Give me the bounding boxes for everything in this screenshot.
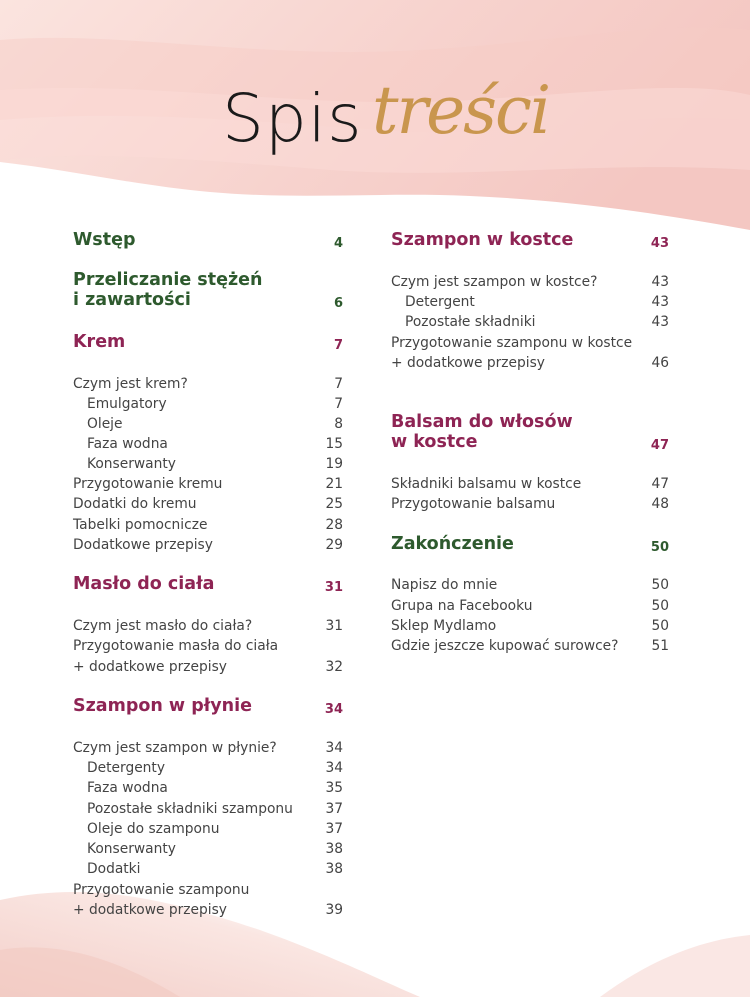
toc-page-number: 38: [325, 841, 343, 857]
toc-page-number: 32: [325, 659, 343, 675]
toc-page-number: 37: [325, 821, 343, 837]
toc-entry-title: + dodatkowe przepisy: [391, 355, 545, 371]
toc-item[interactable]: [391, 474, 669, 494]
toc-page-number: 37: [325, 801, 343, 817]
toc-page-number: 21: [325, 476, 343, 492]
toc-page-number: 50: [651, 598, 669, 614]
toc-page-number: 35: [325, 780, 343, 796]
toc-subitem[interactable]: [73, 434, 343, 454]
toc-page-number: 43: [651, 294, 669, 310]
toc-entry-title: Przygotowanie szamponu: [73, 882, 250, 898]
toc-entry-title: Czym jest szampon w kostce?: [391, 274, 598, 290]
toc-item[interactable]: [73, 616, 343, 636]
toc-subitem[interactable]: [73, 819, 343, 839]
toc-subitem[interactable]: [391, 292, 669, 312]
toc-entry-title: Oleje: [87, 416, 123, 432]
toc-item[interactable]: [73, 880, 343, 900]
toc-page-number: 8: [334, 416, 343, 432]
toc-item[interactable]: [73, 535, 343, 555]
toc-item[interactable]: [73, 657, 343, 677]
toc-item[interactable]: [391, 596, 669, 616]
toc-page-number: 7: [334, 376, 343, 392]
toc-page-number: 19: [325, 456, 343, 472]
toc-entry-title: Faza wodna: [87, 436, 168, 452]
toc-item[interactable]: [391, 333, 669, 353]
toc-subitem[interactable]: [73, 758, 343, 778]
toc-entry-title: Czym jest szampon w płynie?: [73, 740, 277, 756]
toc-item[interactable]: [391, 616, 669, 636]
toc-entry-title: Sklep Mydlamo: [391, 618, 497, 634]
toc-entry-title: Pozostałe składniki: [405, 314, 536, 330]
toc-page-number: 43: [651, 314, 669, 330]
toc-page-number: 34: [324, 702, 343, 717]
toc-item[interactable]: [391, 575, 669, 595]
toc-entry-title: Czym jest masło do ciała?: [73, 618, 253, 634]
toc-subitem[interactable]: [73, 778, 343, 798]
toc-item[interactable]: [391, 272, 669, 292]
toc-subitem[interactable]: [73, 414, 343, 434]
toc-page-number: 7: [334, 396, 343, 412]
toc-page-number: 51: [651, 638, 669, 654]
toc-subitem[interactable]: [73, 454, 343, 474]
toc-page-number: 38: [325, 861, 343, 877]
toc-item[interactable]: [73, 636, 343, 656]
toc-entry-title: Przygotowanie szamponu w kostce: [391, 335, 633, 351]
toc-entry-title: Przygotowanie masła do ciała: [73, 638, 279, 654]
toc-page-number: 43: [651, 274, 669, 290]
toc-page-number: 43: [650, 236, 669, 251]
toc-entry-title: Dodatki do kremu: [73, 496, 197, 512]
toc-subitem[interactable]: [73, 839, 343, 859]
toc-item[interactable]: [73, 900, 343, 920]
toc-page-number: 15: [325, 436, 343, 452]
toc-item[interactable]: [73, 738, 343, 758]
toc-subitem[interactable]: [73, 859, 343, 879]
toc-item[interactable]: [391, 636, 669, 656]
toc-entry-title: Grupa na Facebooku: [391, 598, 533, 614]
toc-page-number: 50: [650, 540, 669, 555]
toc-entry-title: Przygotowanie kremu: [73, 476, 223, 492]
toc-subitem[interactable]: [73, 394, 343, 414]
toc-page-number: 47: [650, 438, 669, 453]
toc-entry-title: Detergenty: [87, 760, 166, 776]
toc-page-number: 48: [651, 496, 669, 512]
toc-page-number: 39: [325, 902, 343, 918]
toc-entry-title: Wstęp: [73, 230, 136, 250]
toc-item[interactable]: [73, 474, 343, 494]
toc-item[interactable]: [391, 353, 669, 373]
toc-entry-title: + dodatkowe przepisy: [73, 902, 227, 918]
toc-item[interactable]: [73, 494, 343, 514]
toc-subitem[interactable]: [73, 799, 343, 819]
title-tresci: treści: [372, 72, 550, 149]
toc-entry-title: Balsam do włosów w kostce: [391, 412, 573, 452]
toc-subitem[interactable]: [391, 312, 669, 332]
toc-entry-title: Szampon w płynie: [73, 696, 252, 716]
toc-page-number: 7: [333, 338, 343, 353]
toc-page-number: 46: [651, 355, 669, 371]
toc-page-number: 4: [333, 236, 343, 251]
toc-entry-title: Krem: [73, 332, 126, 352]
toc-entry-title: Czym jest krem?: [73, 376, 188, 392]
toc-page-number: 28: [325, 517, 343, 533]
toc-item[interactable]: [73, 374, 343, 394]
toc-entry-title: + dodatkowe przepisy: [73, 659, 227, 675]
toc-entry-title: Detergent: [405, 294, 475, 310]
toc-page-number: 6: [333, 296, 343, 311]
toc-entry-title: Faza wodna: [87, 780, 168, 796]
toc-entry-title: Tabelki pomocnicze: [73, 517, 208, 533]
toc-page-number: 29: [325, 537, 343, 553]
toc-page-number: 34: [325, 740, 343, 756]
toc-entry-title: Pozostałe składniki szamponu: [87, 801, 293, 817]
toc-page-number: 47: [651, 476, 669, 492]
toc-entry-title: Składniki balsamu w kostce: [391, 476, 582, 492]
toc-page-number: 31: [324, 580, 343, 595]
toc-entry-title: Szampon w kostce: [391, 230, 574, 250]
page-title: [0, 72, 750, 178]
toc-page-number: 25: [325, 496, 343, 512]
toc-page-number: 50: [651, 577, 669, 593]
toc-entry-title: Masło do ciała: [73, 574, 215, 594]
toc-item[interactable]: [391, 494, 669, 514]
toc-entry-title: Przygotowanie balsamu: [391, 496, 556, 512]
title-spis: Spis: [222, 80, 363, 157]
toc-page-number: 31: [325, 618, 343, 634]
toc-entry-title: Przeliczanie stężeń i zawartości: [73, 270, 263, 310]
toc-entry-title: Konserwanty: [87, 841, 176, 857]
toc-entry-title: Oleje do szamponu: [87, 821, 220, 837]
toc-item[interactable]: [73, 515, 343, 535]
toc-entry-title: Konserwanty: [87, 456, 176, 472]
toc-entry-title: Emulgatory: [87, 396, 167, 412]
toc-page-number: 34: [325, 760, 343, 776]
toc-page-number: 50: [651, 618, 669, 634]
toc-entry-title: Napisz do mnie: [391, 577, 498, 593]
toc-entry-title: Gdzie jeszcze kupować surowce?: [391, 638, 619, 654]
toc-entry-title: Zakończenie: [391, 534, 514, 554]
toc-entry-title: Dodatki: [87, 861, 141, 877]
toc-entry-title: Dodatkowe przepisy: [73, 537, 213, 553]
